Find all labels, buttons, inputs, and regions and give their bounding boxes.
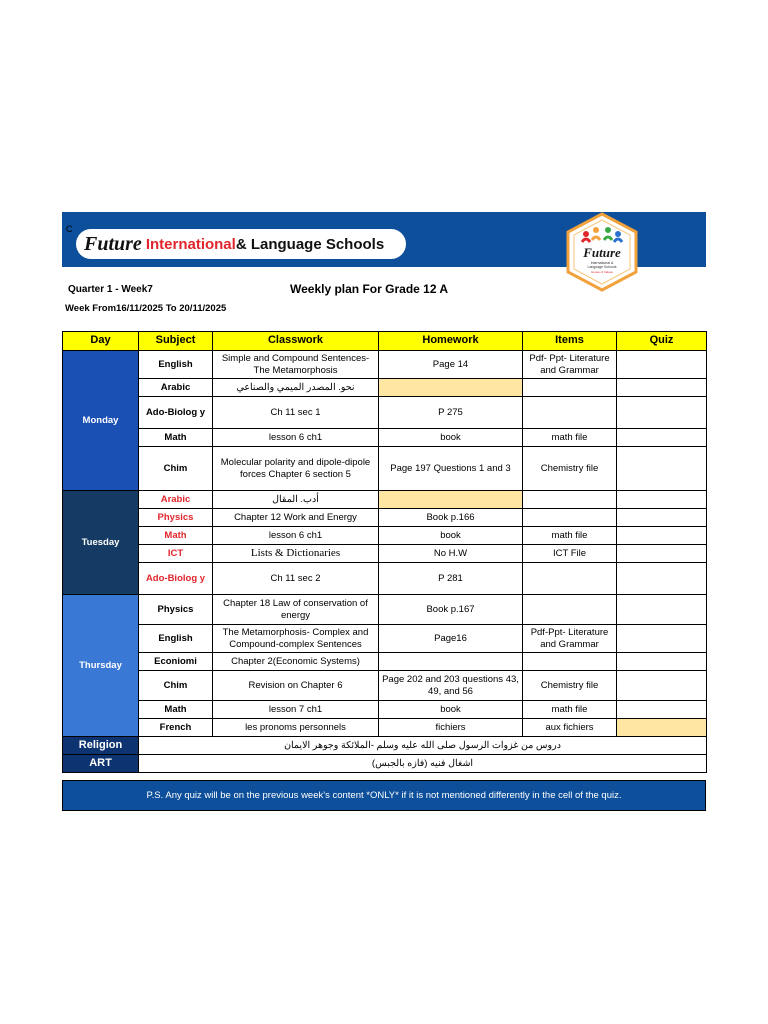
classwork-cell: Ch 11 sec 1	[213, 397, 379, 429]
classwork-cell: Chapter 18 Law of conservation of energy	[213, 595, 379, 625]
items-cell: Pdf-Ppt- Literature and Grammar	[523, 625, 617, 653]
table-header-row	[63, 332, 707, 351]
table-row	[63, 595, 707, 625]
table-row	[63, 379, 707, 397]
subject-cell: Chim	[139, 447, 213, 491]
homework-cell: Book p.167	[379, 595, 523, 625]
quiz-cell	[617, 625, 707, 653]
table-row	[63, 491, 707, 509]
weekly-plan-table	[62, 331, 707, 773]
items-cell: Chemistry file	[523, 447, 617, 491]
figure-red-icon	[583, 231, 589, 237]
classwork-cell: The Metamorphosis- Complex and Compound-complex Sentences	[213, 625, 379, 653]
classwork-cell: Chapter 12 Work and Energy	[213, 509, 379, 527]
quiz-cell	[617, 429, 707, 447]
subject-cell: Math	[139, 429, 213, 447]
table-row	[63, 397, 707, 429]
quiz-cell	[617, 397, 707, 429]
homework-cell: P 281	[379, 563, 523, 595]
quiz-cell	[617, 379, 707, 397]
table-row	[63, 509, 707, 527]
homework-cell: No H.W	[379, 545, 523, 563]
classwork-cell: Molecular polarity and dipole-dipole forces Chapter 6 section 5	[213, 447, 379, 491]
items-cell: Pdf- Ppt- Literature and Grammar	[523, 351, 617, 379]
homework-cell	[379, 653, 523, 671]
plan-title: Weekly plan For Grade 12 A	[290, 282, 449, 296]
table-row	[63, 447, 707, 491]
subject-cell: Arabic	[139, 379, 213, 397]
classwork-cell: lesson 7 ch1	[213, 701, 379, 719]
table-row	[63, 429, 707, 447]
subject-cell: Physics	[139, 509, 213, 527]
classwork-cell: Ch 11 sec 2	[213, 563, 379, 595]
quiz-cell	[617, 595, 707, 625]
quiz-cell	[617, 509, 707, 527]
subject-cell: Math	[139, 701, 213, 719]
subject-cell: English	[139, 625, 213, 653]
homework-cell: Page16	[379, 625, 523, 653]
column-header-homework: Homework	[379, 332, 523, 351]
table-row	[63, 701, 707, 719]
column-header-classwork: Classwork	[213, 332, 379, 351]
classwork-cell: Simple and Compound Sentences- The Metamorphosis	[213, 351, 379, 379]
homework-cell: book	[379, 429, 523, 447]
logo-international-word: International	[145, 235, 236, 253]
items-cell	[523, 595, 617, 625]
footer-note: P.S. Any quiz will be on the previous week's content *ONLY* if it is not mentioned differently in the cell of the quiz.	[62, 780, 706, 811]
quiz-cell	[617, 563, 707, 595]
quiz-cell	[617, 447, 707, 491]
homework-cell	[379, 379, 523, 397]
table-row	[63, 527, 707, 545]
subject-cell: French	[139, 719, 213, 737]
homework-cell: Page 14	[379, 351, 523, 379]
column-header-subject: Subject	[139, 332, 213, 351]
homework-cell: fichiers	[379, 719, 523, 737]
figure-green-icon	[605, 227, 611, 233]
subject-cell: Arabic	[139, 491, 213, 509]
column-header-items: Items	[523, 332, 617, 351]
table-row	[63, 351, 707, 379]
subject-cell: Ado-Biolog y	[139, 397, 213, 429]
classwork-cell: أدب. المقال	[213, 491, 379, 509]
badge-line2-text: Language Schools	[587, 265, 617, 269]
subject-cell: English	[139, 351, 213, 379]
religion-text: دروس من غزوات الرسول صلى الله عليه وسلم -الملائكة وجوهر الايمان	[139, 737, 707, 755]
badge-line1-text: International &	[590, 261, 614, 265]
subject-cell: Econiomi	[139, 653, 213, 671]
items-cell	[523, 509, 617, 527]
subject-cell: Physics	[139, 595, 213, 625]
subject-cell: Ado-Biolog y	[139, 563, 213, 595]
items-cell	[523, 379, 617, 397]
homework-cell: book	[379, 527, 523, 545]
classwork-cell: نحو. المصدر الميمي والصناعي	[213, 379, 379, 397]
table-row	[63, 719, 707, 737]
table-row	[63, 563, 707, 595]
table-row	[63, 653, 707, 671]
classwork-cell: Lists & Dictionaries	[213, 545, 379, 563]
items-cell	[523, 397, 617, 429]
homework-cell: Book p.166	[379, 509, 523, 527]
badge-line3-text: House of Values	[591, 270, 613, 274]
items-cell: math file	[523, 527, 617, 545]
classwork-cell: lesson 6 ch1	[213, 527, 379, 545]
table-row	[63, 545, 707, 563]
items-cell: Chemistry file	[523, 671, 617, 701]
logo-future-word: Future	[84, 232, 142, 255]
items-cell: ICT File	[523, 545, 617, 563]
homework-cell: P 275	[379, 397, 523, 429]
items-cell	[523, 491, 617, 509]
quiz-cell	[617, 719, 707, 737]
badge-future-text: Future	[583, 245, 621, 260]
classwork-cell: les pronoms personnels	[213, 719, 379, 737]
homework-cell: Page 197 Questions 1 and 3	[379, 447, 523, 491]
homework-cell	[379, 491, 523, 509]
school-logo	[76, 229, 406, 259]
homework-cell: book	[379, 701, 523, 719]
day-tuesday: Tuesday	[63, 491, 139, 595]
items-cell	[523, 563, 617, 595]
corner-mark: C	[66, 224, 73, 234]
quiz-cell	[617, 653, 707, 671]
subject-cell: ICT	[139, 545, 213, 563]
classwork-cell: Chapter 2(Economic Systems)	[213, 653, 379, 671]
quiz-cell	[617, 527, 707, 545]
day-thursday: Thursday	[63, 595, 139, 737]
items-cell: aux fichiers	[523, 719, 617, 737]
items-cell: math file	[523, 429, 617, 447]
table-row	[63, 671, 707, 701]
religion-row	[63, 737, 707, 755]
art-row	[63, 755, 707, 773]
day-monday: Monday	[63, 351, 139, 491]
art-text: اشغال فنيه (فازه بالجبس)	[139, 755, 707, 773]
week-range: Week From16/11/2025 To 20/11/2025	[65, 303, 227, 314]
classwork-cell: Revision on Chapter 6	[213, 671, 379, 701]
logo-language-schools: & Language Schools	[235, 235, 385, 253]
art-label: ART	[63, 755, 139, 773]
classwork-cell: lesson 6 ch1	[213, 429, 379, 447]
items-cell: math file	[523, 701, 617, 719]
homework-cell: Page 202 and 203 questions 43, 49, and 56	[379, 671, 523, 701]
quiz-cell	[617, 351, 707, 379]
figure-orange-icon	[593, 227, 599, 233]
subject-cell: Math	[139, 527, 213, 545]
table-row	[63, 625, 707, 653]
quiz-cell	[617, 545, 707, 563]
quiz-cell	[617, 671, 707, 701]
items-cell	[523, 653, 617, 671]
school-badge-icon	[566, 212, 638, 292]
quarter-label: Quarter 1 - Week7	[68, 284, 153, 295]
quiz-cell	[617, 491, 707, 509]
figure-blue-icon	[615, 231, 621, 237]
quiz-cell	[617, 701, 707, 719]
column-header-quiz: Quiz	[617, 332, 707, 351]
religion-label: Religion	[63, 737, 139, 755]
column-header-day: Day	[63, 332, 139, 351]
subject-cell: Chim	[139, 671, 213, 701]
